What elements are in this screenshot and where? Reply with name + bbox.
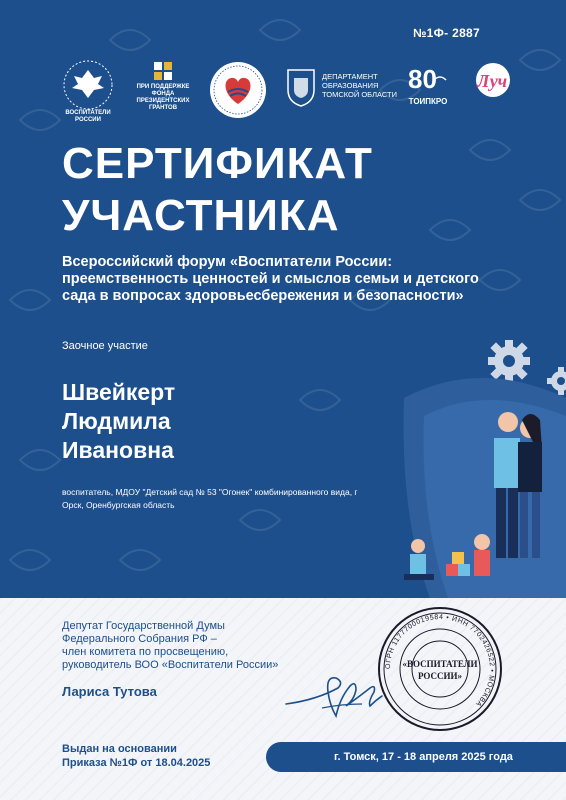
departament-logo-text: ДЕПАРТАМЕНТ ОБРАЗОВАНИЯ ТОМСКОЙ ОБЛАСТИ [322, 72, 397, 99]
deputy-title [62, 620, 278, 672]
round-emblem-logo [206, 58, 270, 122]
signer-name: Лариса Тутова [62, 684, 157, 699]
participant-patronymic: Ивановна [62, 437, 174, 463]
certificate-title [62, 138, 373, 242]
participant-surname: Швейкерт [62, 379, 176, 405]
event-date: г. Томск, 17 - 18 апреля 2025 года [334, 751, 513, 763]
deputy-title-line-4: руководитель ВОО «Воспитатели России» [62, 659, 279, 671]
stamp-ring-text: ОГРН 1177700019584 • ИНН 7702426522 • МОСКВА [384, 613, 496, 708]
issued-basis-line-1: Выдан на основании [62, 743, 177, 755]
departament-obrazovaniya-logo [284, 58, 404, 122]
stamp-center-line-1: «ВОСПИТАТЕЛИ [402, 659, 478, 669]
coat-of-arms-icon [284, 64, 318, 108]
participant-first-name: Людмила [62, 408, 171, 434]
official-stamp [377, 606, 503, 732]
luch-logo [468, 58, 518, 122]
participant-name [62, 378, 175, 465]
toipkro-logo [404, 58, 452, 122]
toipkro-80-icon [404, 58, 452, 98]
issued-basis [62, 743, 210, 770]
deputy-title-line-2: Федерального Собрания РФ – [62, 633, 217, 645]
title-line-1: СЕРТИФИКАТ [62, 139, 373, 188]
logos-row [56, 58, 526, 122]
handwritten-signature [282, 660, 392, 722]
grants-fund-icon [128, 58, 198, 84]
family-shield-illustration [390, 368, 566, 598]
svg-text:80: 80 [408, 64, 437, 94]
deputy-title-line-3: член комитета по просвещению, [62, 646, 229, 658]
deputy-title-line-1: Депутат Государственной Думы [62, 620, 225, 632]
svg-text:Луч: Луч [477, 71, 508, 91]
fond-prezidentskih-grantov-logo [128, 58, 198, 122]
stamp-center-line-2: РОССИИ» [417, 671, 463, 681]
toipkro-logo-text: ТОИПКРО [408, 97, 448, 106]
certificate-number: №1Ф- 2887 [412, 26, 480, 40]
participation-type: Заочное участие [62, 340, 148, 352]
forum-name: Всероссийский форум «Воспитатели России: преемственность ценностей и смыслов семьи и детского сада в вопросах здоровьесбережения и безопасности» [62, 254, 479, 304]
participant-position: воспитатель, МДОУ "Детский сад № 53 "Огонек" комбинированного вида, г Орск, Оренбургская область [62, 487, 358, 510]
grants-fund-logo-text: ПРИ ПОДДЕРЖКЕ ФОНДА ПРЕЗИДЕНТСКИХ ГРАНТОВ [136, 84, 190, 111]
heart-emblem-icon [206, 58, 270, 122]
title-line-2: УЧАСТНИКА [62, 191, 340, 240]
vospitateli-rossii-logo [56, 58, 120, 122]
issued-basis-line-2: Приказа №1Ф от 18.04.2025 [62, 756, 211, 769]
vospitateli-rossii-logo-text: ВОСПИТАТЕЛИ РОССИИ [65, 110, 111, 123]
luch-icon [468, 58, 518, 102]
